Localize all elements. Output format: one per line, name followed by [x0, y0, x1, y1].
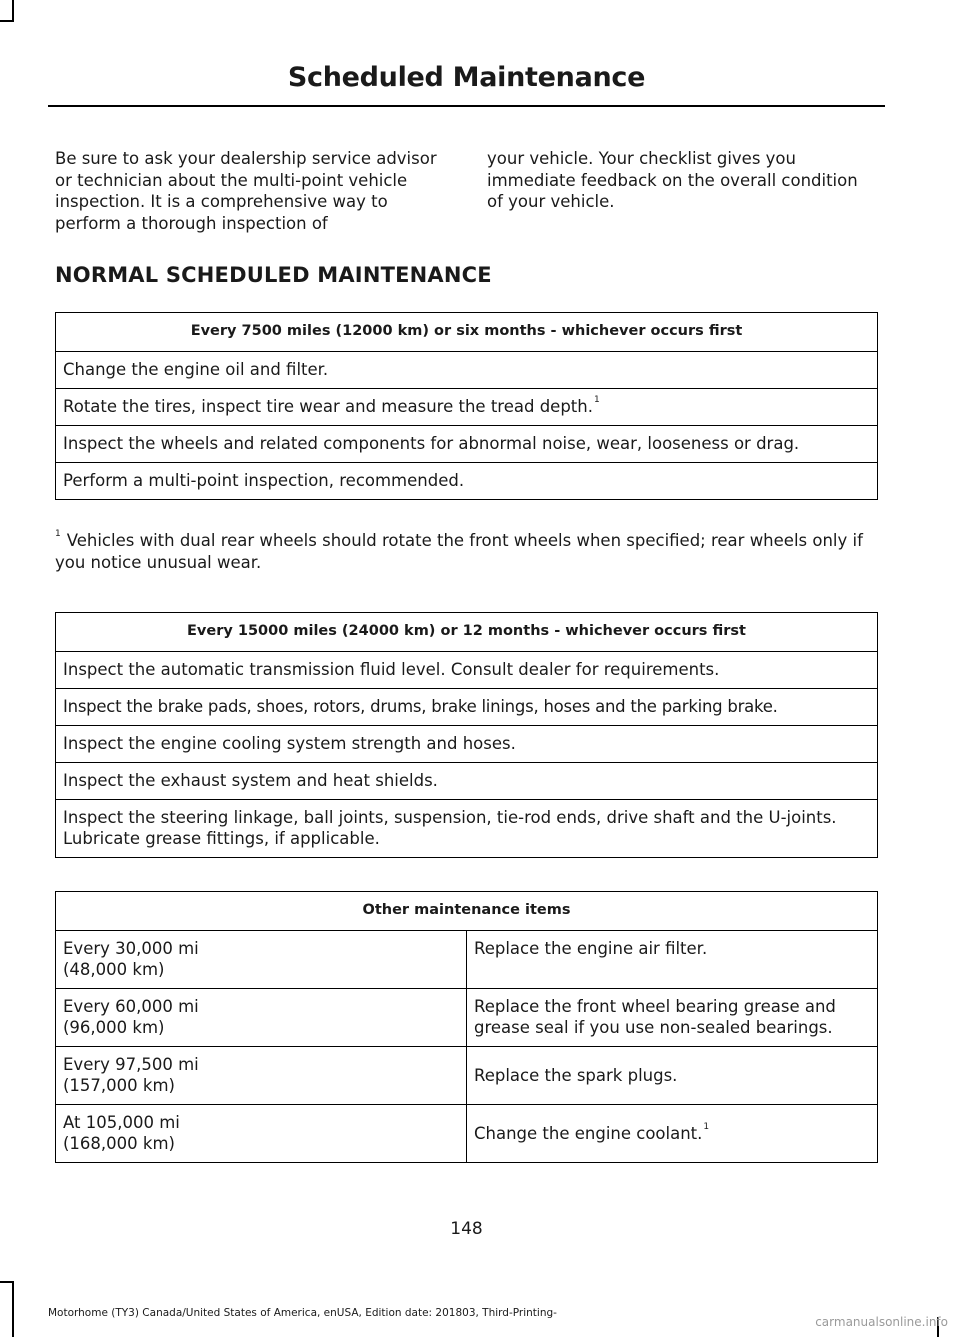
- table-cell: Inspect the brake pads, shoes, rotors, drums, brake linings, hoses and the parking brake.: [56, 689, 878, 726]
- action-cell: Replace the spark plugs.: [467, 1047, 878, 1105]
- table-row: [56, 1047, 878, 1105]
- interval-km: (96,000 km): [63, 1018, 165, 1037]
- table-cell: Inspect the wheels and related components for abnormal noise, wear, looseness or drag.: [56, 426, 878, 463]
- table-header-row: [56, 613, 878, 652]
- page-header-title: Scheduled Maintenance: [287, 62, 646, 93]
- table-cell: Perform a multi-point inspection, recommended.: [56, 463, 878, 500]
- interval-cell: [56, 1047, 467, 1105]
- table-cell: Change the engine oil and filter.: [56, 352, 878, 389]
- table-row: [56, 763, 878, 800]
- action-cell: [467, 1105, 878, 1163]
- table-cell: Inspect the steering linkage, ball joints, suspension, tie-rod ends, drive shaft and the U-joints. Lubricate grease fittings, if applicable.: [56, 800, 878, 858]
- footnote-marker: 1: [55, 529, 61, 539]
- table-header: Every 15000 miles (24000 km) or 12 months - whichever occurs first: [56, 613, 878, 652]
- action-text: Change the engine coolant.: [474, 1123, 703, 1143]
- intro-text: [55, 148, 877, 234]
- table-cell: [56, 389, 878, 426]
- table-row: [56, 989, 878, 1047]
- interval-miles: Every 97,500 mi: [63, 1055, 199, 1074]
- table-row: [56, 1105, 878, 1163]
- footer-edition-text: Motorhome (TY3) Canada/United States of America, enUSA, Edition date: 201803, Third-Printing-: [48, 1307, 557, 1319]
- interval-km: (168,000 km): [63, 1134, 175, 1153]
- interval-miles: Every 60,000 mi: [63, 997, 199, 1016]
- interval-km: (48,000 km): [63, 960, 165, 979]
- table-cell: Inspect the engine cooling system strength and hoses.: [56, 726, 878, 763]
- crop-mark-top-left-vertical: [12, 0, 14, 20]
- table-cell-text: Rotate the tires, inspect tire wear and measure the tread depth.: [63, 397, 593, 416]
- interval-cell: [56, 989, 467, 1047]
- action-cell: Replace the front wheel bearing grease and grease seal if you use non-sealed bearings.: [467, 989, 878, 1047]
- interval-km: (157,000 km): [63, 1076, 175, 1095]
- watermark: carmanualsonline.info: [815, 1315, 948, 1329]
- interval-cell: [56, 931, 467, 989]
- crop-mark-bottom-left-horizontal: [0, 1281, 14, 1283]
- interval-miles: At 105,000 mi: [63, 1113, 180, 1132]
- table-row: [56, 726, 878, 763]
- footnote-reference: 1: [593, 395, 600, 405]
- crop-mark-top-left-horizontal: [0, 20, 14, 22]
- footnote-text: Vehicles with dual rear wheels should rotate the front wheels when specified; rear wheels only if you notice unusual wear.: [55, 531, 863, 572]
- table-row: [56, 389, 878, 426]
- table-row: [56, 689, 878, 726]
- header-divider: [48, 105, 885, 107]
- table-row: [56, 426, 878, 463]
- table-cell: Inspect the automatic transmission fluid level. Consult dealer for requirements.: [56, 652, 878, 689]
- table-row: [56, 652, 878, 689]
- other-maintenance-table: [55, 891, 878, 1163]
- table-header: Other maintenance items: [56, 892, 878, 931]
- maintenance-table-7500: [55, 312, 878, 500]
- interval-miles: Every 30,000 mi: [63, 939, 199, 958]
- table-row: [56, 800, 878, 858]
- page-number: 148: [450, 1219, 483, 1239]
- interval-cell: [56, 1105, 467, 1163]
- footnote: [55, 530, 877, 573]
- intro-column-2: your vehicle. Your checklist gives you immediate feedback on the overall condition of your vehicle.: [487, 149, 858, 211]
- table-header: Every 7500 miles (12000 km) or six months - whichever occurs first: [56, 313, 878, 352]
- table-header-row: [56, 313, 878, 352]
- table-row: [56, 931, 878, 989]
- table-cell: Inspect the exhaust system and heat shields.: [56, 763, 878, 800]
- maintenance-table-15000: [55, 612, 878, 858]
- section-heading: NORMAL SCHEDULED MAINTENANCE: [55, 263, 492, 287]
- table-row: [56, 352, 878, 389]
- table-header-row: [56, 892, 878, 931]
- table-row: [56, 463, 878, 500]
- intro-column-1: Be sure to ask your dealership service advisor or technician about the multi-point vehicle inspection. It is a comprehensive way to perform a thorough inspection of: [55, 149, 437, 233]
- crop-mark-bottom-left-vertical: [12, 1281, 14, 1337]
- footnote-reference: 1: [703, 1121, 710, 1132]
- action-cell: Replace the engine air filter.: [467, 931, 878, 989]
